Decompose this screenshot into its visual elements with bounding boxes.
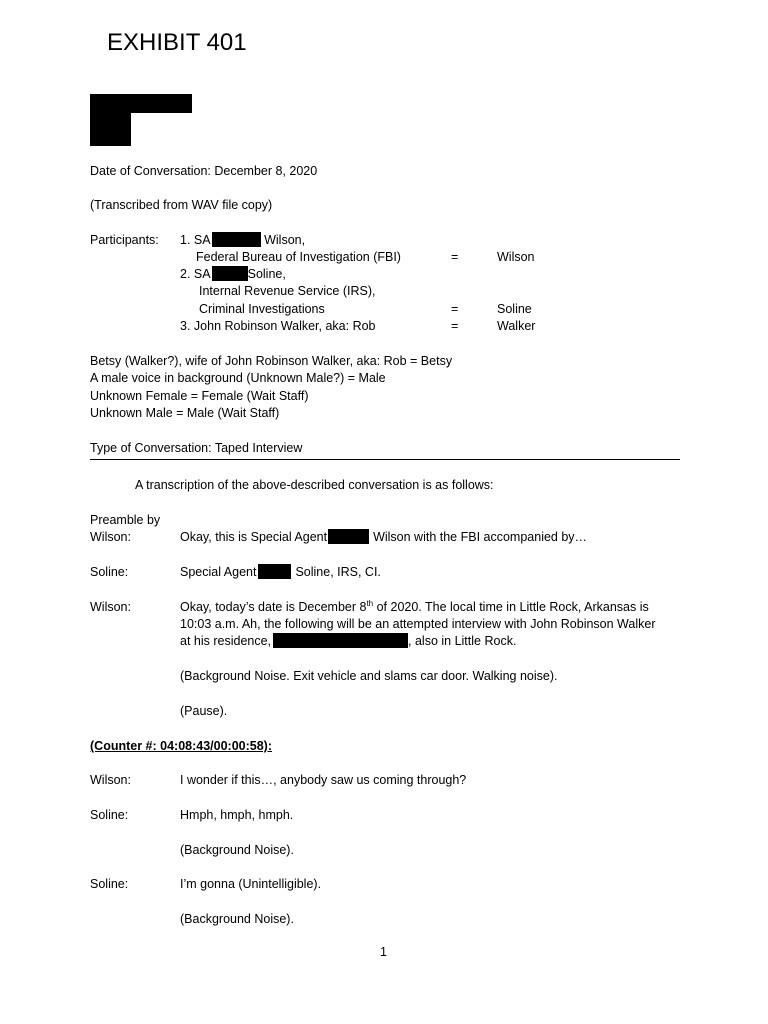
utterance-wilson-1 (180, 529, 587, 546)
participant-1-equals: = (451, 250, 459, 264)
speaker-soline: Soline: (90, 877, 129, 891)
stage-note-background-1: (Background Noise). (180, 843, 294, 857)
exhibit-title: EXHIBIT 401 (107, 29, 247, 56)
participant-3-equals: = (451, 319, 459, 333)
speaker-wilson: Wilson: (90, 773, 131, 787)
participant-1-number: 1. (180, 233, 191, 247)
speaker-wilson: Wilson: (90, 530, 131, 544)
participant-1-agency: Federal Bureau of Investigation (FBI) (196, 250, 401, 264)
utterance-soline-3: I’m gonna (Unintelligible). (180, 877, 322, 891)
redacted-address (273, 633, 408, 648)
utterance-wilson-2-address (180, 633, 516, 650)
speaker-soline: Soline: (90, 808, 129, 822)
redacted-first-name (258, 564, 291, 579)
participant-1-name: Wilson, (264, 233, 306, 247)
participant-2-line (180, 266, 286, 283)
utterance-text: Wilson with the FBI accompanied by… (373, 530, 588, 544)
redacted-first-name (212, 266, 248, 281)
transcribed-note: (Transcribed from WAV file copy) (90, 198, 273, 212)
divider-line (90, 459, 680, 460)
redacted-header-block-lower (90, 112, 131, 146)
utterance-soline-1 (180, 564, 381, 581)
utterance-text: Special Agent (180, 565, 257, 579)
other-speaker-2: A male voice in background (Unknown Male?) = Male (90, 371, 386, 385)
page-number: 1 (380, 945, 387, 959)
ordinal-suffix: th (366, 599, 374, 608)
redacted-first-name (212, 232, 261, 247)
utterance-soline-2: Hmph, hmph, hmph. (180, 808, 294, 822)
redacted-first-name (328, 529, 369, 544)
participant-2-division: Criminal Investigations (199, 302, 325, 316)
participant-2-short: Soline (497, 302, 532, 316)
utterance-wilson-2-cont: 10:03 a.m. Ah, the following will be an attempted interview with John Robinson Walker (180, 617, 656, 631)
utterance-text: of 2020. The local time in Little Rock, Arkansas is (376, 600, 649, 614)
utterance-text: Soline, IRS, CI. (295, 565, 381, 579)
utterance-text: at his residence, (180, 634, 272, 648)
other-speaker-3: Unknown Female = Female (Wait Staff) (90, 389, 309, 403)
participants-label: Participants: (90, 233, 159, 247)
utterance-wilson-2 (180, 599, 649, 616)
participant-3-name: John Robinson Walker, aka: Rob (193, 319, 376, 333)
counter-timestamp: (Counter #: 04:08:43/00:00:58): (90, 739, 273, 753)
stage-note-background-2: (Background Noise). (180, 912, 294, 926)
transcription-intro: A transcription of the above-described conversation is as follows: (135, 478, 494, 492)
participant-3-short: Walker (497, 319, 536, 333)
stage-note-exit-vehicle: (Background Noise. Exit vehicle and slams car door. Walking noise). (180, 669, 558, 683)
utterance-wilson-3: I wonder if this…, anybody saw us coming through? (180, 773, 467, 787)
utterance-text: Okay, this is Special Agent (180, 530, 328, 544)
other-speaker-4: Unknown Male = Male (Wait Staff) (90, 406, 280, 420)
speaker-soline: Soline: (90, 565, 129, 579)
utterance-text: Okay, today’s date is December 8 (180, 600, 367, 614)
speaker-wilson: Wilson: (90, 600, 131, 614)
participant-3-number: 3. (180, 319, 191, 333)
date-of-conversation: Date of Conversation: December 8, 2020 (90, 164, 318, 178)
participant-2-number: 2. (180, 267, 191, 281)
participant-2-prefix: SA (193, 267, 211, 281)
stage-note-pause: (Pause). (180, 704, 228, 718)
preamble-label: Preamble by (90, 513, 161, 527)
participant-2-name: Soline, (247, 267, 286, 281)
other-speaker-1: Betsy (Walker?), wife of John Robinson Walker, aka: Rob = Betsy (90, 354, 453, 368)
participant-2-equals: = (451, 302, 459, 316)
participant-1-short: Wilson (497, 250, 535, 264)
participant-1-prefix: SA (193, 233, 211, 247)
participant-3-line (180, 318, 376, 335)
redacted-header-block (90, 94, 192, 113)
conversation-type: Type of Conversation: Taped Interview (90, 441, 303, 455)
utterance-text: , also in Little Rock. (408, 634, 517, 648)
participant-1-line (180, 232, 305, 249)
participant-2-agency: Internal Revenue Service (IRS), (199, 284, 376, 298)
